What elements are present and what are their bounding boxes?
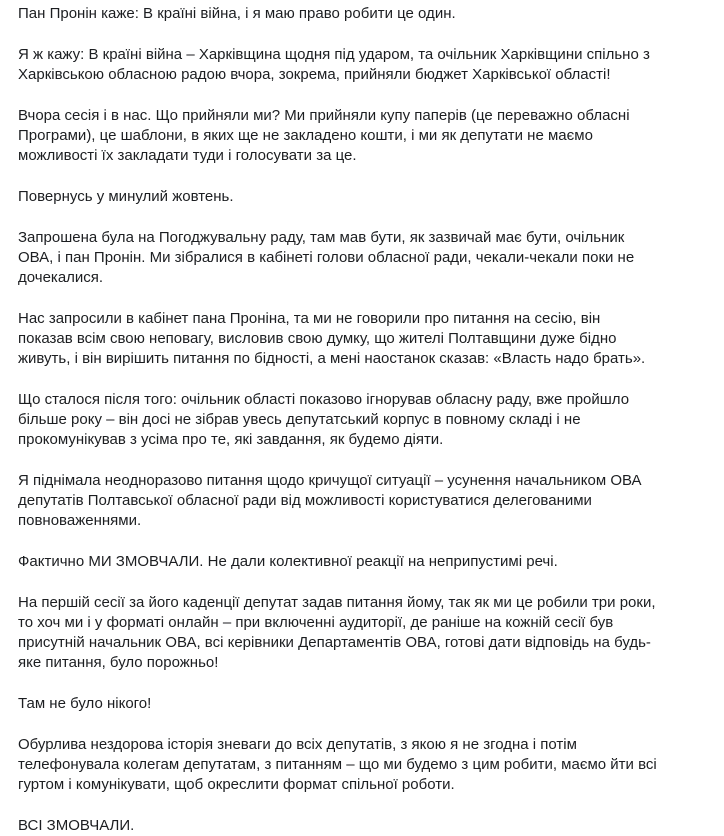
paragraph: Там не було нікого!: [18, 695, 152, 712]
paragraph: Пан Пронін каже: В країні війна, і я маю право робити це один.: [18, 5, 456, 22]
paragraph: Запрошена була на Погоджувальну раду, там мав бути, як зазвичай має бути, очільник ОВА, і пан Пронін. Ми зібралися в кабінеті голови обласної ради, чекали-чекали поки не дочекалися.: [18, 229, 635, 286]
paragraph: Повернусь у минулий жовтень.: [18, 188, 234, 205]
paragraph: Обурлива нездорова історія зневаги до всіх депутатів, з якою я не згодна і потім телефонувала колегам депутатам, з питанням – що ми будемо з цим робити, маємо йти всі гуртом і комунікувати, щоб окреслити формат спільної роботи.: [18, 736, 657, 793]
paragraph: Нас запросили в кабінет пана Проніна, та ми не говорили про питання на сесію, він показав всім свою неповагу, висловив свою думку, що жителі Полтавщини дуже бідно живуть, і він вирішить питання по бідності, а мені наостанок сказав: «Власть надо брать».: [18, 310, 646, 367]
paragraph: Я ж кажу: В країні війна – Харківщина щодня під ударом, та очільник Харківщини спільно з Харківською обласною радою вчора, зокрема, прийняли бюджет Харківської області!: [18, 46, 650, 83]
paragraph: Фактично МИ ЗМОВЧАЛИ. Не дали колективної реакції на неприпустимі речі.: [18, 553, 558, 570]
paragraph: ВСІ ЗМОВЧАЛИ.: [18, 817, 135, 834]
paragraph: Що сталося після того: очільник області показово ігнорував обласну раду, вже пройшло більше року – він досі не зібрав увесь депутатський корпус в повному складі і не прокомунікував з усіма про те, які завдання, як будемо діяти.: [18, 391, 630, 448]
post-body: [18, 4, 718, 836]
paragraph: На першій сесії за його каденції депутат задав питання йому, так як ми це робили три роки, то хоч ми і у форматі онлайн – при включенні аудиторії, де раніше на кожній сесії був присутній начальник ОВА, всі керівники Департаментів ОВА, готові дати відповідь на будь- яке питання, було порожньо!: [18, 594, 656, 671]
paragraph: Вчора сесія і в нас. Що прийняли ми? Ми прийняли купу паперів (це переважно обласні Програми), це шаблони, в яких ще не закладено кошти, і ми як депутати не маємо можливості їх закладати туди і голосувати за це.: [18, 107, 630, 164]
paragraph: Я піднімала неодноразово питання щодо кричущої ситуації – усунення начальником ОВА депутатів Полтавської обласної ради від можливості користуватися делегованими повноваженнями.: [18, 472, 642, 529]
